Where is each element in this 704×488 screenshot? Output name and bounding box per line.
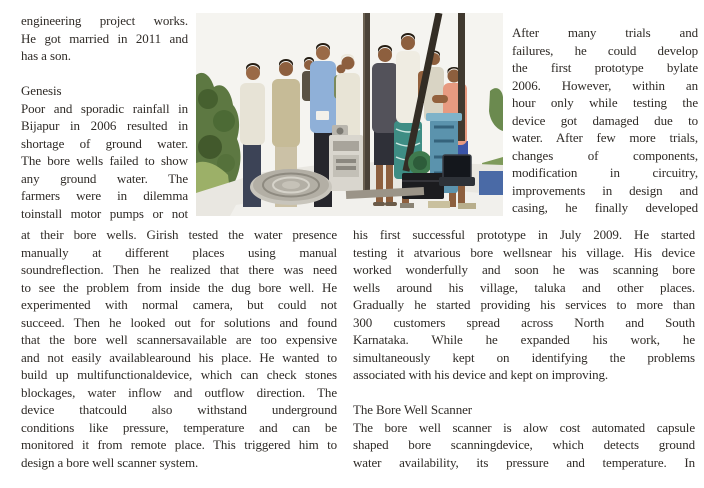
text-line: soundreflection. Then he realized that there was need (21, 262, 337, 277)
text-line: that the bore well scannersavailable are too expensive (21, 332, 337, 347)
text-line: build up multifunctionaldevice, which can check stones (21, 367, 337, 382)
section-heading: Genesis (21, 83, 62, 98)
text-line: hour only while testing the (512, 95, 698, 110)
text-line: conditions like pressure, temperature and can be (21, 419, 337, 435)
text-line: testing it atvarious bore wellsnear his village. His device (353, 244, 695, 260)
text-line: device got damaged due to (512, 112, 698, 128)
text-line: manually at different places using manual (21, 244, 337, 260)
blank-line (21, 65, 188, 83)
text-line: device thatcould also withstand underground (21, 402, 337, 417)
text-line: at their bore wells. Girish tested the water presence (21, 227, 337, 242)
text-line: to see the problem from inside the dug bore well. He (21, 279, 337, 295)
paragraph-right-top (512, 24, 698, 217)
paragraph-left-top (21, 12, 188, 222)
text-line: design a bore well scanner system. (21, 454, 199, 470)
text-line: Bijapur in 2006 resulted in (21, 118, 188, 133)
text-line: Gradually he started providing his services to more than (353, 297, 695, 312)
text-line: his first successful prototype in July 2009. He started (353, 227, 695, 242)
text-line: improvements in design and (512, 182, 698, 198)
text-line: blockages, water inflow and outflow direction. The (21, 384, 337, 400)
text-line: wells around his village, taluka and other places. (353, 279, 695, 295)
text-line: the first prototype bylate (512, 60, 698, 75)
text-line: He got married in 2011 and (21, 30, 188, 46)
text-line: monitored it from remote place. This triggered him to (21, 437, 337, 452)
text-line: any ground water. The (21, 170, 188, 186)
text-line: Poor and sporadic rainfall in (21, 100, 188, 116)
text-line: engineering project works. (21, 13, 188, 28)
text-line: water. After few more trials, (512, 130, 698, 145)
text-line: shortage of ground water. (21, 135, 188, 151)
text-line: After many trials and (512, 25, 698, 40)
text-line: casing, he finally developed (512, 200, 698, 215)
text-line: worked wonderfully and soon he was scanning bore (353, 262, 695, 277)
text-line: and not easily availablearound his place. He wanted to (21, 349, 337, 365)
text-line: toinstall motor pumps or not (21, 205, 188, 221)
paragraph-right-bottom (353, 226, 695, 471)
text-line: experimented with normal camera, but could not (21, 297, 337, 312)
text-line: simultaneously kept on identifying the problems (353, 349, 695, 365)
text-line: changes of components, (512, 147, 698, 163)
bore-well-field-photo (196, 13, 503, 216)
text-line: 2006. However, within an (512, 77, 698, 93)
text-line: modification in circuitry, (512, 165, 698, 180)
text-line: succeed. Then he looked out for solutions and found (21, 314, 337, 330)
text-line: The bore well scanner is alow cost automated capsule (353, 419, 695, 435)
text-line: 300 customers spread across North and South (353, 314, 695, 330)
photo-illustration (196, 13, 503, 216)
blank-line (353, 384, 695, 402)
text-line: farmers were in dilemma (21, 188, 188, 203)
text-line: Karnataka. While he expanded his work, he (353, 332, 695, 347)
text-line: has a son. (21, 48, 71, 63)
section-heading: The Bore Well Scanner (353, 402, 472, 417)
paragraph-left-bottom (21, 226, 337, 471)
text-line: shaped bore scanningdevice, which detects ground (353, 437, 695, 452)
text-line: water availability, its pressure and temperature. In (353, 454, 695, 470)
text-line: failures, he could develop (512, 42, 698, 58)
text-line: The bore wells failed to show (21, 153, 188, 168)
text-line: associated with his device and kept on improving. (353, 367, 609, 382)
